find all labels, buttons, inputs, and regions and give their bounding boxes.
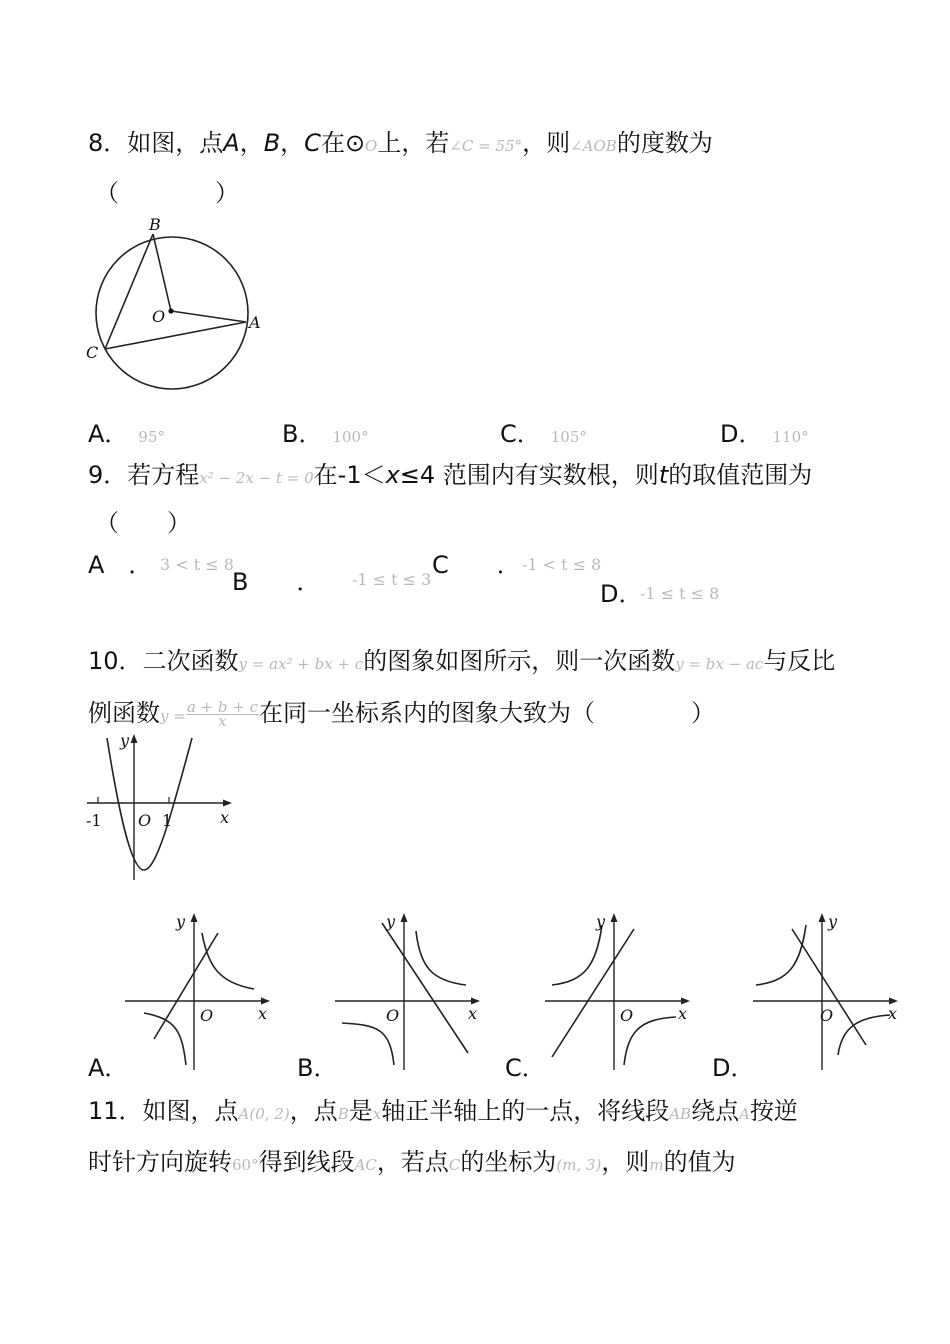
q9-option-b-value: -1 ≤ t ≤ 3 <box>352 570 432 589</box>
q10-choice-b-graph[interactable] <box>330 905 490 1070</box>
q10-graph-x: x <box>220 808 230 827</box>
q10-d-y: y <box>828 912 838 931</box>
q8-circle-figure <box>82 212 272 397</box>
q8-option-d[interactable]: D． 110° <box>720 420 809 448</box>
q10-graph-o: O <box>138 811 152 830</box>
q9-answer-paren: （ ） <box>95 509 191 537</box>
q10-a-o: O <box>200 1006 214 1025</box>
q10-b-o: O <box>386 1006 400 1025</box>
q8-label-c: C <box>86 343 99 362</box>
q8-label-a: A <box>249 313 261 332</box>
q10-parabola-graph <box>82 730 242 885</box>
q10-c-y: y <box>596 912 606 931</box>
q10-a-y: y <box>176 912 186 931</box>
q8-option-b[interactable]: B． 100° <box>282 420 369 448</box>
q11-stem-line1: 11．如图，点A(0, 2)，点B是x轴正半轴上的一点，将线段AB绕点A按逆 <box>88 1097 798 1125</box>
q9-option-c-value: -1 < t ≤ 8 <box>522 555 602 574</box>
q8-label-o: O <box>152 307 166 326</box>
q10-option-a[interactable]: A． <box>88 1054 129 1082</box>
q10-stem-line2: 例函数y = $\frac{a + b + c}{x}$ 在同一坐标系内的图象大致为（ ） <box>88 697 715 730</box>
q10-d-x: x <box>888 1004 898 1023</box>
q10-c-x: x <box>678 1004 688 1023</box>
q9-option-d-value: -1 ≤ t ≤ 8 <box>640 584 720 603</box>
q10-b-y: y <box>386 912 396 931</box>
q10-stem-line1: 10．二次函数y = ax² + bx + c的图象如图所示，则一次函数y = bx − ac与反比 <box>88 647 836 675</box>
q10-option-c[interactable]: C． <box>505 1054 546 1082</box>
q10-d-o: O <box>820 1006 834 1025</box>
q10-graph-y: y <box>120 731 130 750</box>
q10-option-d[interactable]: D． <box>712 1054 755 1082</box>
q11-stem-line2: 时针方向旋转60°得到线段AC，若点C的坐标为(m, 3)，则m的值为 <box>88 1148 736 1176</box>
q8-option-c[interactable]: C． 105° <box>500 420 587 448</box>
q9-option-b-label[interactable]: B ． <box>232 568 321 596</box>
q8-option-a[interactable]: A． 95° <box>88 420 166 448</box>
q10-graph-neg1: -1 <box>86 811 102 830</box>
q9-stem: 9．若方程x² − 2x − t = 0在-1＜x≤4 范围内有实数根，则t的取值范围为 <box>88 461 813 489</box>
q8-answer-paren: （ ） <box>95 179 239 207</box>
q10-option-b[interactable]: B． <box>297 1054 338 1082</box>
q10-graph-1: 1 <box>162 811 173 830</box>
q10-fraction: $\frac{a + b + c}{x}$ <box>186 697 258 730</box>
q8-stem: 8．如图，点A，B，C在⊙O上，若∠C = 55°，则∠AOB的度数为 <box>88 129 713 157</box>
q9-option-a-value: 3 < t ≤ 8 <box>160 555 234 574</box>
q9-option-a-label[interactable]: A ． <box>88 551 153 579</box>
q10-c-o: O <box>620 1006 634 1025</box>
q8-label-b: B <box>149 215 161 234</box>
q10-choice-d-graph[interactable] <box>748 905 908 1070</box>
q9-option-d-label[interactable]: D． <box>600 580 643 608</box>
q10-a-x: x <box>258 1004 268 1023</box>
q10-choice-c-graph[interactable] <box>540 905 700 1070</box>
q10-choice-a-graph[interactable] <box>120 905 280 1070</box>
q10-b-x: x <box>468 1004 478 1023</box>
q9-option-c-label[interactable]: C ． <box>432 551 521 579</box>
